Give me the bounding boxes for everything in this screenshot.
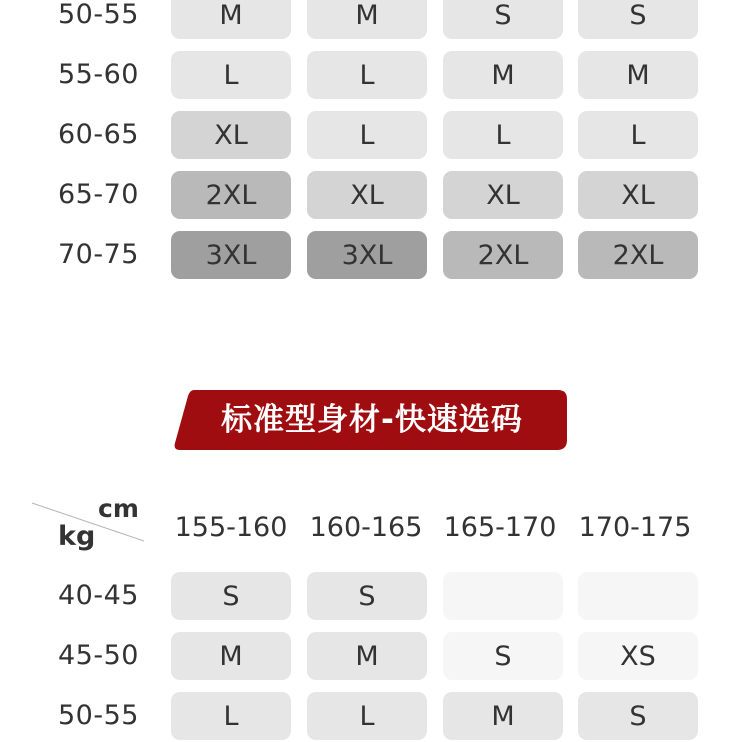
size-cell: S: [171, 572, 291, 620]
height-header: 165-170: [443, 512, 557, 543]
size-cell: 3XL: [307, 231, 427, 279]
size-cell: M: [307, 632, 427, 680]
size-cell: 2XL: [443, 231, 563, 279]
height-header: 170-175: [578, 512, 692, 543]
size-cell: S: [578, 0, 698, 39]
size-cell: L: [307, 51, 427, 99]
size-cell: XL: [171, 111, 291, 159]
size-cell: L: [307, 692, 427, 740]
size-cell: M: [578, 51, 698, 99]
banner-title: 标准型身材-快速选码: [221, 402, 523, 438]
size-cell: [578, 572, 698, 620]
weight-axis-label: kg: [58, 521, 96, 552]
size-cell: M: [171, 0, 291, 39]
size-cell: M: [443, 692, 563, 740]
size-cell: XL: [307, 171, 427, 219]
weight-label: 45-50: [58, 640, 139, 671]
size-cell: XL: [578, 171, 698, 219]
section-banner: [172, 390, 572, 450]
size-cell: L: [307, 111, 427, 159]
chart-row: [0, 231, 750, 279]
weight-label: 70-75: [58, 239, 139, 270]
size-cell: L: [578, 111, 698, 159]
weight-label: 55-60: [58, 59, 139, 90]
weight-label: 65-70: [58, 179, 139, 210]
weight-label: 60-65: [58, 119, 139, 150]
weight-label: 50-55: [58, 700, 139, 731]
chart-row: [0, 171, 750, 219]
weight-label: 40-45: [58, 580, 139, 611]
size-cell: 3XL: [171, 231, 291, 279]
size-cell: S: [443, 632, 563, 680]
height-header: 155-160: [174, 512, 288, 543]
size-cell: XS: [578, 632, 698, 680]
size-cell: M: [443, 51, 563, 99]
size-cell: M: [307, 0, 427, 39]
chart-row: [0, 0, 750, 39]
size-cell: [443, 572, 563, 620]
weight-label: 50-55: [58, 0, 139, 30]
height-axis-label: cm: [98, 494, 139, 523]
chart-row: [0, 692, 750, 740]
chart-row: [0, 111, 750, 159]
size-cell: L: [171, 51, 291, 99]
chart-row: [0, 572, 750, 620]
size-cell: S: [443, 0, 563, 39]
chart-row: [0, 632, 750, 680]
height-header: 160-165: [309, 512, 423, 543]
size-cell: M: [171, 632, 291, 680]
size-cell: S: [578, 692, 698, 740]
size-cell: S: [307, 572, 427, 620]
size-cell: L: [443, 111, 563, 159]
size-cell: 2XL: [578, 231, 698, 279]
size-cell: 2XL: [171, 171, 291, 219]
chart-row: [0, 51, 750, 99]
size-cell: L: [171, 692, 291, 740]
size-cell: XL: [443, 171, 563, 219]
